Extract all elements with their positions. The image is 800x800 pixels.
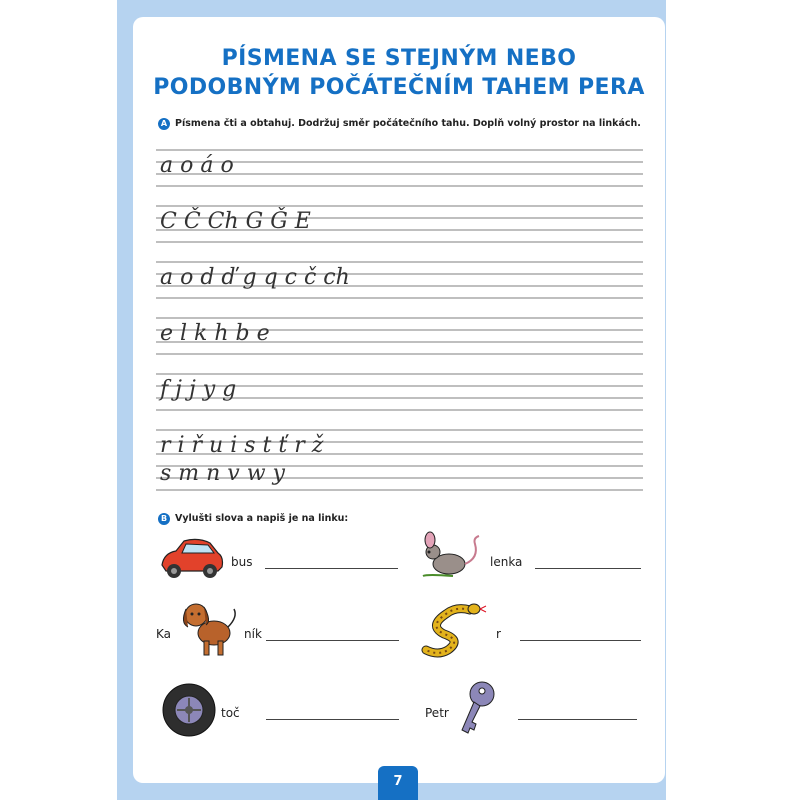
snake-picture — [418, 600, 490, 658]
word-5-suffix: toč — [221, 706, 240, 720]
dog-picture — [178, 597, 240, 661]
key-picture — [454, 680, 500, 742]
cursive-row-4: e l k h b e — [160, 321, 270, 346]
section-a-instruction: Písmena čti a obtahuj. Dodržuj směr počátečního tahu. Doplň volný prostor na linkách. — [175, 118, 641, 129]
answer-line-4[interactable] — [520, 640, 641, 641]
section-b-marker: B — [158, 513, 170, 525]
page-number: 7 — [378, 766, 418, 800]
answer-line-2[interactable] — [535, 568, 641, 569]
word-4-suffix: r — [496, 627, 501, 641]
word-3-suffix: ník — [244, 627, 262, 641]
mouse-picture — [413, 530, 485, 586]
answer-line-6[interactable] — [518, 719, 637, 720]
title-line-1: PÍSMENA SE STEJNÝM NEBO — [221, 46, 577, 71]
tire-picture — [159, 680, 219, 740]
word-6-prefix: Petr — [425, 706, 449, 720]
car-picture — [158, 537, 226, 581]
cursive-row-7: s m n v w y — [160, 461, 285, 486]
answer-line-5[interactable] — [266, 719, 399, 720]
cursive-row-2: C Č Ch G Ǧ E — [160, 209, 311, 234]
word-2-suffix: lenka — [490, 555, 523, 569]
answer-line-1[interactable] — [265, 568, 398, 569]
cursive-row-5: f j j y g — [160, 377, 237, 402]
word-1-suffix: bus — [231, 555, 253, 569]
cursive-row-3: a o d ď g q c č ch — [160, 265, 350, 290]
cursive-row-6: r i ř u i s t ť r ž — [160, 433, 324, 458]
answer-line-3[interactable] — [266, 640, 399, 641]
section-a-marker: A — [158, 118, 170, 130]
word-3-prefix: Ka — [156, 627, 172, 641]
title-line-2: PODOBNÝM POČÁTEČNÍM TAHEM PERA — [153, 75, 645, 100]
cursive-row-1: a o á o — [160, 153, 234, 178]
section-b-instruction: Vylušti slova a napiš je na linku: — [175, 513, 349, 524]
